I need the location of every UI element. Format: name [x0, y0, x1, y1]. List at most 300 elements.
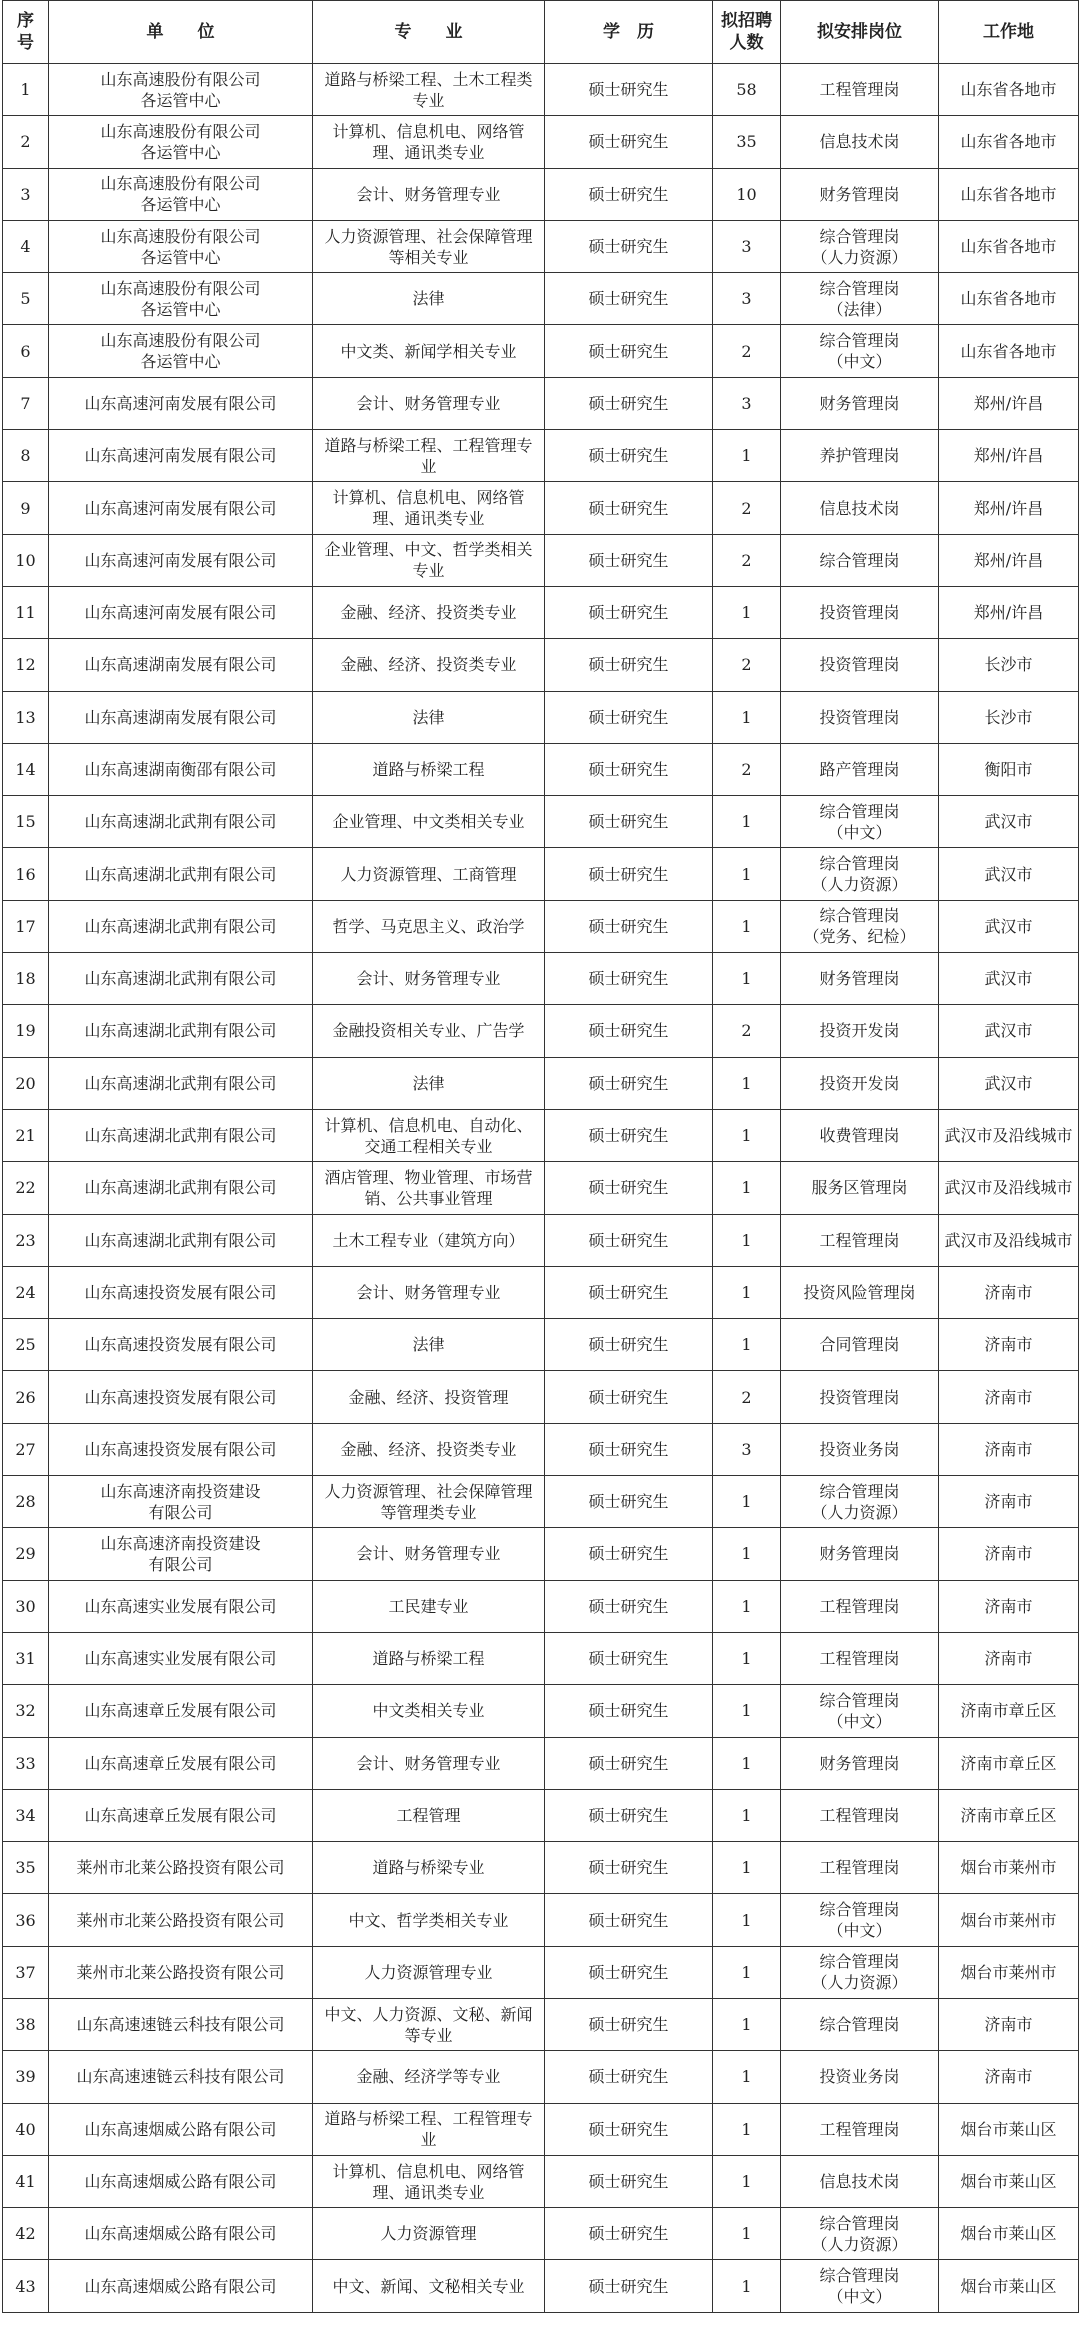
- row-unit: 莱州市北莱公路投资有限公司: [49, 1894, 313, 1946]
- row-count: 1: [713, 1998, 781, 2050]
- row-unit: 山东高速章丘发展有限公司: [49, 1685, 313, 1737]
- row-major: 人力资源管理: [313, 2208, 545, 2260]
- row-count: 35: [713, 116, 781, 168]
- row-index: 7: [3, 377, 49, 429]
- row-location: 烟台市莱州市: [939, 1842, 1079, 1894]
- row-education: 硕士研究生: [545, 796, 713, 848]
- row-unit: 山东高速河南发展有限公司: [49, 377, 313, 429]
- row-unit: 山东高速湖南衡邵有限公司: [49, 743, 313, 795]
- row-location: 烟台市莱山区: [939, 2208, 1079, 2260]
- row-index: 22: [3, 1162, 49, 1214]
- row-education: 硕士研究生: [545, 639, 713, 691]
- row-count: 2: [713, 482, 781, 534]
- table-row: [3, 1737, 1079, 1789]
- row-index: 30: [3, 1580, 49, 1632]
- row-count: 1: [713, 2260, 781, 2312]
- row-unit: 山东高速投资发展有限公司: [49, 1371, 313, 1423]
- row-position: 投资风险管理岗: [781, 1266, 939, 1318]
- header-index: 序 号: [3, 1, 49, 64]
- row-unit: 山东高速河南发展有限公司: [49, 586, 313, 638]
- table-row: [3, 1162, 1079, 1214]
- row-position: 综合管理岗 （法律）: [781, 273, 939, 325]
- row-unit: 山东高速湖北武荆有限公司: [49, 848, 313, 900]
- row-education: 硕士研究生: [545, 1319, 713, 1371]
- row-count: 1: [713, 2051, 781, 2103]
- table-row: [3, 1998, 1079, 2050]
- row-count: 1: [713, 1057, 781, 1109]
- row-index: 38: [3, 1998, 49, 2050]
- row-count: 1: [713, 900, 781, 952]
- row-unit: 山东高速烟威公路有限公司: [49, 2208, 313, 2260]
- row-index: 26: [3, 1371, 49, 1423]
- row-education: 硕士研究生: [545, 586, 713, 638]
- row-location: 济南市: [939, 1632, 1079, 1684]
- row-position: 财务管理岗: [781, 1528, 939, 1580]
- row-index: 27: [3, 1423, 49, 1475]
- row-major: 道路与桥梁工程: [313, 743, 545, 795]
- row-major: 道路与桥梁工程、工程管理专业: [313, 2103, 545, 2155]
- row-location: 郑州/许昌: [939, 430, 1079, 482]
- table-row: [3, 1842, 1079, 1894]
- table-row: [3, 2260, 1079, 2312]
- row-index: 23: [3, 1214, 49, 1266]
- row-count: 3: [713, 220, 781, 272]
- row-count: 1: [713, 1109, 781, 1161]
- row-position: 信息技术岗: [781, 116, 939, 168]
- row-position: 工程管理岗: [781, 1214, 939, 1266]
- row-location: 烟台市莱山区: [939, 2155, 1079, 2207]
- row-major: 计算机、信息机电、网络管理、通讯类专业: [313, 482, 545, 534]
- row-unit: 山东高速湖北武荆有限公司: [49, 1214, 313, 1266]
- row-major: 道路与桥梁工程、土木工程类专业: [313, 64, 545, 116]
- row-index: 35: [3, 1842, 49, 1894]
- row-location: 武汉市: [939, 1005, 1079, 1057]
- row-location: 郑州/许昌: [939, 534, 1079, 586]
- table-row: [3, 900, 1079, 952]
- row-unit: 山东高速章丘发展有限公司: [49, 1789, 313, 1841]
- row-unit: 山东高速投资发展有限公司: [49, 1266, 313, 1318]
- row-major: 中文类相关专业: [313, 1685, 545, 1737]
- row-major: 计算机、信息机电、网络管理、通讯类专业: [313, 2155, 545, 2207]
- row-position: 投资业务岗: [781, 2051, 939, 2103]
- row-major: 会计、财务管理专业: [313, 1528, 545, 1580]
- row-major: 法律: [313, 273, 545, 325]
- row-education: 硕士研究生: [545, 1580, 713, 1632]
- row-count: 1: [713, 953, 781, 1005]
- row-unit: 山东高速速链云科技有限公司: [49, 1998, 313, 2050]
- row-major: 会计、财务管理专业: [313, 168, 545, 220]
- row-count: 1: [713, 848, 781, 900]
- row-position: 投资开发岗: [781, 1057, 939, 1109]
- row-count: 58: [713, 64, 781, 116]
- table-row: [3, 2051, 1079, 2103]
- row-index: 3: [3, 168, 49, 220]
- row-count: 1: [713, 430, 781, 482]
- row-unit: 山东高速速链云科技有限公司: [49, 2051, 313, 2103]
- row-unit: 山东高速投资发展有限公司: [49, 1423, 313, 1475]
- row-education: 硕士研究生: [545, 1005, 713, 1057]
- row-education: 硕士研究生: [545, 377, 713, 429]
- row-unit: 山东高速股份有限公司 各运管中心: [49, 168, 313, 220]
- row-position: 综合管理岗 （中文）: [781, 2260, 939, 2312]
- row-major: 人力资源管理、社会保障管理等相关专业: [313, 220, 545, 272]
- row-count: 1: [713, 1162, 781, 1214]
- row-position: 综合管理岗: [781, 534, 939, 586]
- row-position: 财务管理岗: [781, 168, 939, 220]
- row-location: 济南市: [939, 1371, 1079, 1423]
- row-unit: 山东高速湖南发展有限公司: [49, 691, 313, 743]
- row-unit: 山东高速实业发展有限公司: [49, 1632, 313, 1684]
- row-education: 硕士研究生: [545, 1109, 713, 1161]
- header-unit: 单 位: [49, 1, 313, 64]
- row-education: 硕士研究生: [545, 2208, 713, 2260]
- row-education: 硕士研究生: [545, 1528, 713, 1580]
- table-row: [3, 1528, 1079, 1580]
- row-unit: 莱州市北莱公路投资有限公司: [49, 1842, 313, 1894]
- row-unit: 山东高速河南发展有限公司: [49, 482, 313, 534]
- row-position: 综合管理岗 （中文）: [781, 325, 939, 377]
- row-index: 25: [3, 1319, 49, 1371]
- row-position: 综合管理岗 （中文）: [781, 1685, 939, 1737]
- row-unit: 山东高速湖南发展有限公司: [49, 639, 313, 691]
- row-count: 1: [713, 1685, 781, 1737]
- row-location: 济南市章丘区: [939, 1737, 1079, 1789]
- row-count: 2: [713, 1005, 781, 1057]
- row-location: 郑州/许昌: [939, 377, 1079, 429]
- row-position: 财务管理岗: [781, 1737, 939, 1789]
- row-count: 1: [713, 1266, 781, 1318]
- row-major: 中文、哲学类相关专业: [313, 1894, 545, 1946]
- row-location: 武汉市: [939, 796, 1079, 848]
- row-major: 会计、财务管理专业: [313, 1266, 545, 1318]
- row-location: 武汉市: [939, 953, 1079, 1005]
- row-position: 综合管理岗 （人力资源）: [781, 1946, 939, 1998]
- row-location: 武汉市: [939, 1057, 1079, 1109]
- row-location: 烟台市莱山区: [939, 2103, 1079, 2155]
- row-major: 企业管理、中文类相关专业: [313, 796, 545, 848]
- row-position: 综合管理岗 （党务、纪检）: [781, 900, 939, 952]
- row-education: 硕士研究生: [545, 848, 713, 900]
- row-unit: 山东高速实业发展有限公司: [49, 1580, 313, 1632]
- row-education: 硕士研究生: [545, 2155, 713, 2207]
- row-unit: 山东高速河南发展有限公司: [49, 534, 313, 586]
- table-row: [3, 743, 1079, 795]
- row-index: 15: [3, 796, 49, 848]
- row-unit: 莱州市北莱公路投资有限公司: [49, 1946, 313, 1998]
- row-position: 投资管理岗: [781, 639, 939, 691]
- row-major: 金融投资相关专业、广告学: [313, 1005, 545, 1057]
- row-major: 金融、经济、投资类专业: [313, 1423, 545, 1475]
- row-count: 1: [713, 1580, 781, 1632]
- row-location: 济南市: [939, 1476, 1079, 1528]
- row-index: 18: [3, 953, 49, 1005]
- row-count: 10: [713, 168, 781, 220]
- row-count: 2: [713, 639, 781, 691]
- row-count: 1: [713, 1476, 781, 1528]
- row-position: 养护管理岗: [781, 430, 939, 482]
- row-education: 硕士研究生: [545, 325, 713, 377]
- row-position: 服务区管理岗: [781, 1162, 939, 1214]
- table-row: [3, 116, 1079, 168]
- table-row: [3, 1476, 1079, 1528]
- row-education: 硕士研究生: [545, 430, 713, 482]
- table-row: [3, 1319, 1079, 1371]
- table-row: [3, 482, 1079, 534]
- table-row: [3, 1057, 1079, 1109]
- row-location: 济南市: [939, 1580, 1079, 1632]
- row-index: 39: [3, 2051, 49, 2103]
- table-row: [3, 2155, 1079, 2207]
- table-row: [3, 1946, 1079, 1998]
- table-row: [3, 639, 1079, 691]
- row-location: 长沙市: [939, 639, 1079, 691]
- row-count: 1: [713, 586, 781, 638]
- table-row: [3, 1266, 1079, 1318]
- row-index: 34: [3, 1789, 49, 1841]
- row-position: 工程管理岗: [781, 1789, 939, 1841]
- table-row: [3, 796, 1079, 848]
- header-location: 工作地: [939, 1, 1079, 64]
- header-education: 学 历: [545, 1, 713, 64]
- row-count: 1: [713, 1789, 781, 1841]
- row-education: 硕士研究生: [545, 953, 713, 1005]
- row-position: 综合管理岗: [781, 1998, 939, 2050]
- row-index: 17: [3, 900, 49, 952]
- row-education: 硕士研究生: [545, 1737, 713, 1789]
- row-index: 32: [3, 1685, 49, 1737]
- row-education: 硕士研究生: [545, 1789, 713, 1841]
- table-row: [3, 2103, 1079, 2155]
- row-location: 山东省各地市: [939, 116, 1079, 168]
- table-row: [3, 430, 1079, 482]
- row-index: 5: [3, 273, 49, 325]
- row-major: 中文、人力资源、文秘、新闻等专业: [313, 1998, 545, 2050]
- row-education: 硕士研究生: [545, 534, 713, 586]
- row-location: 山东省各地市: [939, 168, 1079, 220]
- row-major: 道路与桥梁专业: [313, 1842, 545, 1894]
- row-index: 36: [3, 1894, 49, 1946]
- table-row: [3, 2208, 1079, 2260]
- row-count: 3: [713, 377, 781, 429]
- row-index: 2: [3, 116, 49, 168]
- row-location: 郑州/许昌: [939, 586, 1079, 638]
- row-location: 济南市章丘区: [939, 1685, 1079, 1737]
- row-unit: 山东高速济南投资建设 有限公司: [49, 1476, 313, 1528]
- row-location: 烟台市莱州市: [939, 1894, 1079, 1946]
- table-row: [3, 1423, 1079, 1475]
- row-education: 硕士研究生: [545, 1632, 713, 1684]
- row-unit: 山东高速烟威公路有限公司: [49, 2103, 313, 2155]
- row-education: 硕士研究生: [545, 116, 713, 168]
- row-education: 硕士研究生: [545, 1946, 713, 1998]
- table-row: [3, 377, 1079, 429]
- row-major: 法律: [313, 691, 545, 743]
- row-count: 1: [713, 796, 781, 848]
- row-unit: 山东高速股份有限公司 各运管中心: [49, 325, 313, 377]
- row-unit: 山东高速河南发展有限公司: [49, 430, 313, 482]
- row-major: 会计、财务管理专业: [313, 1737, 545, 1789]
- table-row: [3, 1894, 1079, 1946]
- header-major: 专 业: [313, 1, 545, 64]
- table-row: [3, 1789, 1079, 1841]
- row-position: 投资开发岗: [781, 1005, 939, 1057]
- row-index: 41: [3, 2155, 49, 2207]
- row-education: 硕士研究生: [545, 1894, 713, 1946]
- header-position: 拟安排岗位: [781, 1, 939, 64]
- row-count: 2: [713, 743, 781, 795]
- row-count: 1: [713, 2103, 781, 2155]
- table-row: [3, 1109, 1079, 1161]
- row-position: 财务管理岗: [781, 377, 939, 429]
- row-location: 武汉市及沿线城市: [939, 1109, 1079, 1161]
- row-count: 1: [713, 1319, 781, 1371]
- row-unit: 山东高速章丘发展有限公司: [49, 1737, 313, 1789]
- row-location: 济南市: [939, 1528, 1079, 1580]
- row-major: 人力资源管理专业: [313, 1946, 545, 1998]
- row-index: 4: [3, 220, 49, 272]
- row-education: 硕士研究生: [545, 1423, 713, 1475]
- row-unit: 山东高速股份有限公司 各运管中心: [49, 116, 313, 168]
- table-row: [3, 691, 1079, 743]
- row-index: 10: [3, 534, 49, 586]
- row-major: 金融、经济、投资管理: [313, 1371, 545, 1423]
- row-count: 1: [713, 691, 781, 743]
- row-unit: 山东高速济南投资建设 有限公司: [49, 1528, 313, 1580]
- row-location: 郑州/许昌: [939, 482, 1079, 534]
- row-education: 硕士研究生: [545, 1162, 713, 1214]
- row-education: 硕士研究生: [545, 273, 713, 325]
- row-location: 济南市: [939, 1423, 1079, 1475]
- row-location: 济南市: [939, 1266, 1079, 1318]
- row-position: 财务管理岗: [781, 953, 939, 1005]
- table-row: [3, 64, 1079, 116]
- table-row: [3, 273, 1079, 325]
- row-position: 投资管理岗: [781, 691, 939, 743]
- row-major: 工民建专业: [313, 1580, 545, 1632]
- row-index: 11: [3, 586, 49, 638]
- row-index: 37: [3, 1946, 49, 1998]
- row-education: 硕士研究生: [545, 900, 713, 952]
- table-row: [3, 1580, 1079, 1632]
- row-location: 山东省各地市: [939, 220, 1079, 272]
- row-major: 计算机、信息机电、自动化、交通工程相关专业: [313, 1109, 545, 1161]
- row-major: 计算机、信息机电、网络管理、通讯类专业: [313, 116, 545, 168]
- row-position: 工程管理岗: [781, 1842, 939, 1894]
- row-unit: 山东高速烟威公路有限公司: [49, 2260, 313, 2312]
- row-education: 硕士研究生: [545, 1998, 713, 2050]
- row-major: 会计、财务管理专业: [313, 953, 545, 1005]
- row-education: 硕士研究生: [545, 64, 713, 116]
- row-position: 投资业务岗: [781, 1423, 939, 1475]
- row-unit: 山东高速股份有限公司 各运管中心: [49, 220, 313, 272]
- row-unit: 山东高速湖北武荆有限公司: [49, 796, 313, 848]
- row-position: 路产管理岗: [781, 743, 939, 795]
- table-row: [3, 325, 1079, 377]
- row-position: 工程管理岗: [781, 2103, 939, 2155]
- row-unit: 山东高速湖北武荆有限公司: [49, 1057, 313, 1109]
- row-major: 酒店管理、物业管理、市场营销、公共事业管理: [313, 1162, 545, 1214]
- row-location: 济南市章丘区: [939, 1789, 1079, 1841]
- table-row: [3, 168, 1079, 220]
- row-count: 1: [713, 1894, 781, 1946]
- row-unit: 山东高速投资发展有限公司: [49, 1319, 313, 1371]
- row-location: 武汉市: [939, 900, 1079, 952]
- row-index: 16: [3, 848, 49, 900]
- row-unit: 山东高速湖北武荆有限公司: [49, 1005, 313, 1057]
- row-location: 山东省各地市: [939, 325, 1079, 377]
- row-index: 9: [3, 482, 49, 534]
- row-unit: 山东高速湖北武荆有限公司: [49, 900, 313, 952]
- recruitment-table: [2, 0, 1079, 2313]
- row-major: 法律: [313, 1319, 545, 1371]
- row-position: 综合管理岗 （中文）: [781, 1894, 939, 1946]
- table-row: [3, 1632, 1079, 1684]
- row-education: 硕士研究生: [545, 1371, 713, 1423]
- row-education: 硕士研究生: [545, 1685, 713, 1737]
- row-unit: 山东高速烟威公路有限公司: [49, 2155, 313, 2207]
- row-location: 武汉市: [939, 848, 1079, 900]
- row-index: 14: [3, 743, 49, 795]
- table-row: [3, 1371, 1079, 1423]
- row-major: 人力资源管理、工商管理: [313, 848, 545, 900]
- row-major: 金融、经济学等专业: [313, 2051, 545, 2103]
- row-location: 武汉市及沿线城市: [939, 1214, 1079, 1266]
- row-location: 武汉市及沿线城市: [939, 1162, 1079, 1214]
- row-position: 综合管理岗 （人力资源）: [781, 848, 939, 900]
- row-education: 硕士研究生: [545, 1842, 713, 1894]
- row-index: 29: [3, 1528, 49, 1580]
- row-major: 企业管理、中文、哲学类相关专业: [313, 534, 545, 586]
- row-education: 硕士研究生: [545, 1266, 713, 1318]
- row-count: 1: [713, 1632, 781, 1684]
- row-count: 1: [713, 1737, 781, 1789]
- row-count: 1: [713, 2208, 781, 2260]
- row-index: 28: [3, 1476, 49, 1528]
- row-index: 6: [3, 325, 49, 377]
- row-major: 法律: [313, 1057, 545, 1109]
- row-count: 2: [713, 534, 781, 586]
- row-index: 1: [3, 64, 49, 116]
- header-count: 拟招聘 人数: [713, 1, 781, 64]
- row-position: 信息技术岗: [781, 482, 939, 534]
- row-location: 山东省各地市: [939, 273, 1079, 325]
- table-header-row: [3, 1, 1079, 64]
- row-unit: 山东高速股份有限公司 各运管中心: [49, 273, 313, 325]
- row-position: 投资管理岗: [781, 586, 939, 638]
- row-unit: 山东高速湖北武荆有限公司: [49, 1109, 313, 1161]
- row-position: 综合管理岗 （人力资源）: [781, 220, 939, 272]
- row-location: 济南市: [939, 2051, 1079, 2103]
- row-major: 金融、经济、投资类专业: [313, 639, 545, 691]
- row-count: 1: [713, 1528, 781, 1580]
- row-count: 2: [713, 1371, 781, 1423]
- row-location: 济南市: [939, 1319, 1079, 1371]
- row-location: 烟台市莱山区: [939, 2260, 1079, 2312]
- row-unit: 山东高速湖北武荆有限公司: [49, 1162, 313, 1214]
- row-position: 工程管理岗: [781, 1632, 939, 1684]
- table-row: [3, 586, 1079, 638]
- table-row: [3, 1685, 1079, 1737]
- row-education: 硕士研究生: [545, 482, 713, 534]
- row-position: 工程管理岗: [781, 64, 939, 116]
- row-education: 硕士研究生: [545, 2260, 713, 2312]
- row-education: 硕士研究生: [545, 220, 713, 272]
- row-major: 人力资源管理、社会保障管理等管理类专业: [313, 1476, 545, 1528]
- row-position: 收费管理岗: [781, 1109, 939, 1161]
- row-count: 3: [713, 273, 781, 325]
- row-index: 19: [3, 1005, 49, 1057]
- row-major: 哲学、马克思主义、政治学: [313, 900, 545, 952]
